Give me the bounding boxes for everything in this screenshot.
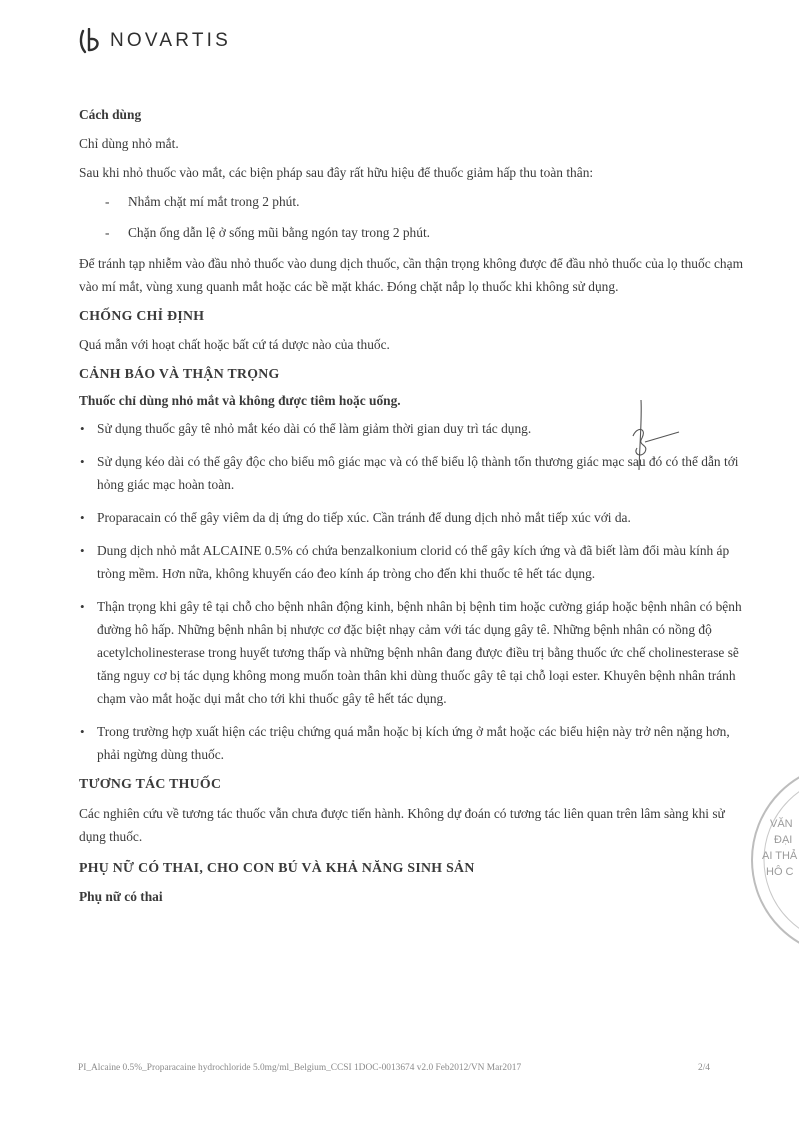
novartis-logo (78, 28, 231, 54)
novartis-flame-icon (78, 28, 102, 54)
brand-name: NOVARTIS (110, 30, 231, 51)
warning-item: • Proparacain có thể gây viêm da dị ứng do tiếp xúc. Cần tránh để dung dịch nhỏ mắt tiếp xúc với da. (79, 506, 743, 529)
contraindications-heading: CHỐNG CHỈ ĐỊNH (79, 308, 205, 323)
usage-dash-item: - Nhắm chặt mí mắt trong 2 phút. (79, 190, 743, 213)
interactions-heading: TƯƠNG TÁC THUỐC (79, 776, 222, 791)
contraindications-paragraph: Quá mẫn với hoạt chất hoặc bất cứ tá dược nào của thuốc. (79, 337, 390, 352)
stamp-text: HÔ C (766, 866, 794, 878)
usage-paragraph-2: Sau khi nhỏ thuốc vào mắt, các biện pháp sau đây rất hữu hiệu để thuốc giảm hấp thu toàn thân: (79, 165, 594, 180)
handwritten-signature (625, 398, 685, 478)
footer-document-reference: PI_Alcaine 0.5%_Proparacaine hydrochloride 5.0mg/ml_Belgium_CCSI 1DOC-0013674 v2.0 Feb2012/VN Mar2017 (78, 1063, 522, 1073)
interactions-paragraph: Các nghiên cứu về tương tác thuốc vẫn chưa được tiến hành. Không dự đoán có tương tác liên quan trên lâm sàng khi sử dụng thuốc. (79, 806, 725, 844)
pregnancy-heading: PHỤ NỮ CÓ THAI, CHO CON BÚ VÀ KHẢ NĂNG SINH SẢN (79, 860, 475, 875)
page-footer (78, 1063, 710, 1073)
stamp-text: ĐẠI (774, 834, 793, 846)
document-body (79, 103, 743, 908)
pregnancy-subheading: Phụ nữ có thai (79, 889, 163, 904)
warning-item: • Thận trọng khi gây tê tại chỗ cho bệnh nhân động kinh, bệnh nhân bị bệnh tim hoặc cường giáp hoặc bệnh nhân có bệnh đường hô hấp. Những bệnh nhân bị nhược cơ đặc biệt nhạy cảm với tác dụng gây tê. Những bệnh nhân có nồng độ acetylcholinesterase trong huyết tương thấp và những bệnh nhân đang được điều trị bằng thuốc ức chế cholinesterase sẽ tăng nguy cơ bị tác dụng không mong muốn toàn thân khi dùng thuốc gây tê tại chỗ loại ester. Khuyên bệnh nhân tránh chạm vào mắt hoặc dụi mắt cho tới khi thuốc gây tê hết tác dụng. (79, 595, 743, 710)
warning-item: • Dung dịch nhỏ mắt ALCAINE 0.5% có chứa benzalkonium clorid có thể gây kích ứng và đã biết làm đổi màu kính áp tròng mềm. Hơn nữa, không khuyến cáo đeo kính áp tròng cho đến khi thuốc tê hết tác dụng. (79, 539, 743, 585)
warnings-heading: CẢNH BÁO VÀ THẬN TRỌNG (79, 366, 280, 381)
usage-paragraph-3: Để tránh tạp nhiễm vào đầu nhỏ thuốc vào dung dịch thuốc, cần thận trọng không được để đầu nhỏ thuốc của lọ thuốc chạm vào mí mắt, vùng xung quanh mắt hoặc các bề mặt khác. Đóng chặt nắp lọ thuốc khi không sử dụng. (79, 256, 743, 294)
usage-dash-item: - Chặn ống dẫn lệ ở sống mũi bằng ngón tay trong 2 phút. (79, 221, 743, 244)
warnings-subheading: Thuốc chỉ dùng nhỏ mắt và không được tiêm hoặc uống. (79, 393, 401, 408)
usage-paragraph-1: Chỉ dùng nhỏ mắt. (79, 136, 179, 151)
footer-page-number: 2/4 (698, 1063, 710, 1073)
warning-item: • Sử dụng kéo dài có thể gây độc cho biểu mô giác mạc và có thể biểu lộ thành tổn thương giác mạc sau đó có thể dẫn tới hỏng giác mạc hoàn toàn. (79, 450, 743, 496)
usage-heading: Cách dùng (79, 107, 142, 122)
stamp-text: VĂN (770, 818, 793, 830)
stamp-text: AI THẢ (762, 850, 798, 862)
warning-item: • Trong trường hợp xuất hiện các triệu chứng quá mẫn hoặc bị kích ứng ở mắt hoặc các biểu hiện này trở nên nặng hơn, phải ngừng dùng thuốc. (79, 720, 743, 766)
warning-item: • Sử dụng thuốc gây tê nhỏ mắt kéo dài có thể làm giảm thời gian duy trì tác dụng. (79, 417, 743, 440)
official-stamp (748, 760, 799, 960)
usage-dash-list (79, 190, 743, 244)
